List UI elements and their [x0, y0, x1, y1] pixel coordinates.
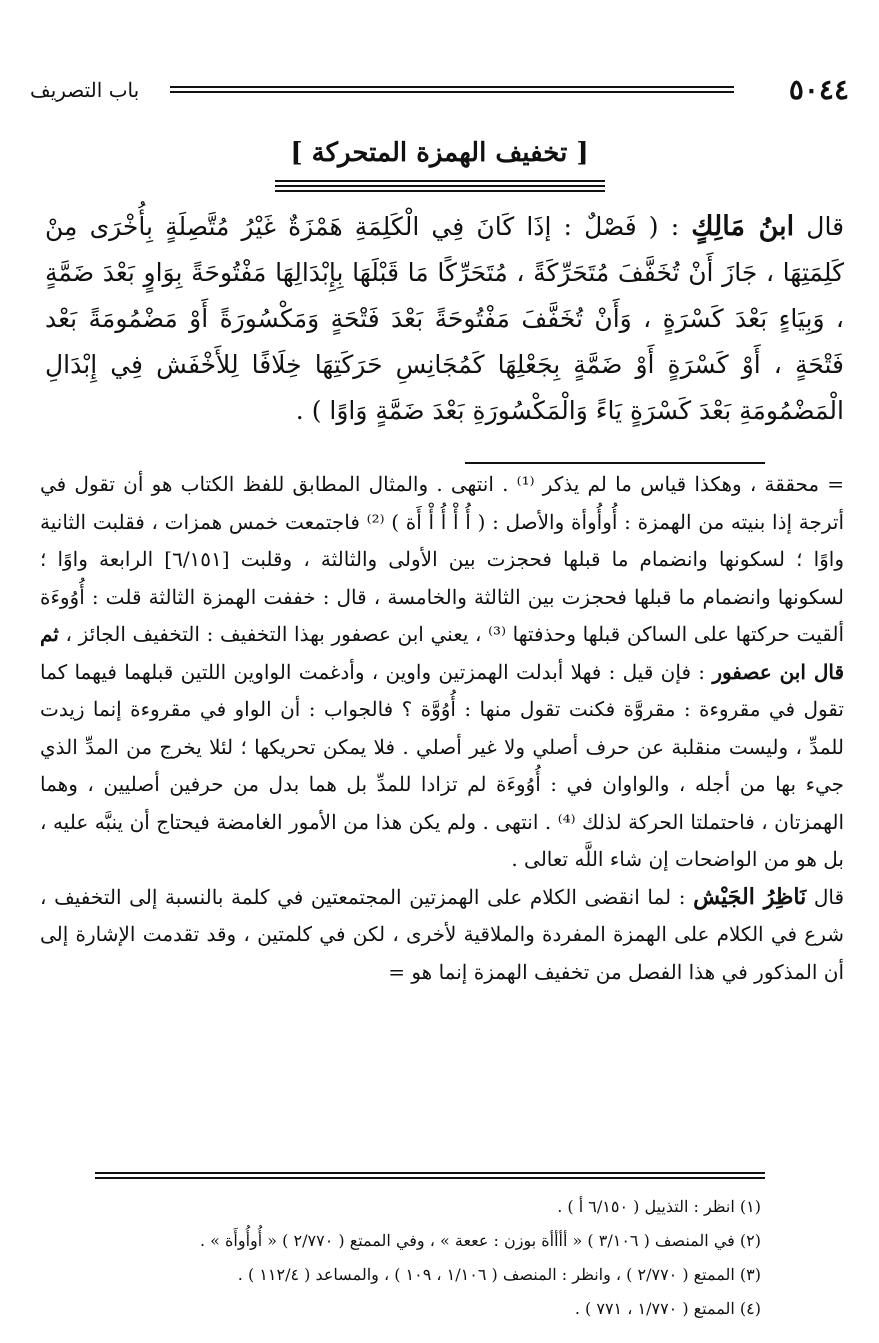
matn-text: [45, 204, 844, 434]
footnote-separator: [95, 1172, 765, 1182]
commentary-p2-body: : لما انقضى الكلام على الهمزتين المجتمعتين في كلمة بالنسبة إلى التخفيف ، شرع في الكلام على الهمزة المفردة والملاقية لأخرى ، لكن في كلمتين ، وقد تقدمت الإشارة إلى أن المذكور في هذا الفصل من تخفيف الهمزة إنما هو =: [40, 884, 844, 984]
footnote-2: (٢) في المنصف ( ٣/١٠٦ ) « أأأأة بوزن : عععة » ، وفي الممتع ( ٢/٧٧٠ ) « أُوأُوأَة » .: [200, 1231, 761, 1250]
commentary-p1-part-b: : فإن قيل : فهلا أبدلت الهمزتين واوين ، وأدغمت الواوين اللتين قبلهما فيهما كما تقول في مقروءة : مقروَّة فكنت تقول منها : أُوُوَّة ؟ فالجواب : أن الواو في مقروءة إنما زيدت للمدِّ ، وليست منقلبة عن حرف أصلي ولا غير أصلي . فلا يمكن تحريكها ؛ لئلا يخرج من المدِّ الذي جيء بها من أجله ، والواوان في : أُوُوءَة لم تزادا للمدِّ بل هما بدل من حرفين أصليين ، وهما الهمزتان ، فاحتملتا الحركة لذلك ⁽⁴⁾ . انتهى . ولم يكن هذا من الأمور الغامضة فيحتاج أن ينبَّه عليه ، بل هو من الواضحات إن شاء اللَّه تعالى .: [40, 659, 844, 871]
commentary-p2-author: نَاظِرُ الجَيْش: [693, 883, 807, 910]
matn-intro: قال: [806, 212, 845, 241]
commentary-paragraph-1: [40, 466, 844, 879]
running-header: [30, 72, 849, 108]
commentary-p1-bold: ثم قال ابن عصفور: [40, 622, 844, 684]
heading-underline-rules: [275, 180, 605, 198]
matn-author: ابنُ مَالِكٍ: [691, 211, 795, 242]
footnotes: [95, 1190, 761, 1326]
commentary-p1-part-a: = محققة ، وهكذا قياس ما لم يذكر ⁽¹⁾ . انتهى . والمثال المطابق للفظ الكتاب هو أن تقول في أترجة إذا بنيته من الهمزة : أُوأُوأة والأصل : ( أُ أْ أُ أْ أَة ) ⁽²⁾ فاجتمعت خمس همزات ، فقلبت الثانية واوًا ؛ لسكونها وانضمام ما قبلها فحجزت بين الأولى والثالثة ، وقلبت [٦/١٥١] الرابعة واوًا ؛ لسكونها وانضمام ما قبلها فحجزت بين الثالثة والخامسة ، قال : خففت الهمزة الثالثة قلت : أُوُوءَة ألقيت حركتها على الساكن قبلها وحذفتها ⁽³⁾ ، يعني ابن عصفور بهذا التخفيف : التخفيف الجائز ،: [40, 472, 845, 646]
header-double-rule: [170, 86, 734, 93]
commentary-paragraph-2: [40, 879, 844, 992]
running-title: باب التصريف: [30, 78, 140, 102]
commentary-p2-intro: قال: [813, 884, 844, 909]
page-number: ٥٠٤٤: [788, 73, 849, 106]
footnote-4: (٤) الممتع ( ١/٧٧٠ ، ٧٧١ ) .: [574, 1299, 761, 1318]
section-heading: [ تخفيف الهمزة المتحركة ]: [290, 138, 589, 168]
matn-body: : ( فَصْلٌ : إذَا كَانَ فِي الْكَلِمَةِ هَمْزَةٌ غَيْرُ مُتَّصِلَةٍ بِأُخْرَى مِنْ كَلِمَتِهَا ، جَازَ أَنْ تُخَفَّفَ مُتَحَرِّكَةً ، مُتَحَرِّكًا مَا قَبْلَهَا بِإِبْدَالِهَا مَفْتُوحَةً بِوَاوٍ بَعْدَ ضَمَّةٍ ، وَبِيَاءٍ بَعْدَ كَسْرَةٍ ، وَأَنْ تُخَفَّفَ مَفْتُوحَةً بَعْدَ فَتْحَةٍ وَمَكْسُورَةً أَوْ مَضْمُومَةً بَعْد فَتْحَةٍ ، أَوْ كَسْرَةٍ أَوْ ضَمَّةٍ بِجَعْلِهَا كَمُجَانِسِ حَرَكَتِهَا خِلَافًا لِلأَخْفَش فِي إِبْدَالِ الْمَضْمُومَةِ بَعْدَ كَسْرَةٍ يَاءً وَالْمَكْسُورَةِ بَعْدَ ضَمَّةٍ وَاوًا ) .: [45, 212, 844, 425]
footnote-3: (٣) الممتع ( ٢/٧٧٠ ) ، وانظر : المنصف ( ١/١٠٦ ، ١٠٩ ) ، والمساعد ( ١١٢/٤ ) .: [237, 1265, 761, 1284]
matn-commentary-divider: [465, 462, 765, 464]
footnote-1: (١) انظر : التذييل ( ٦/١٥٠ أ ) .: [557, 1197, 761, 1216]
commentary-text: [40, 466, 844, 991]
